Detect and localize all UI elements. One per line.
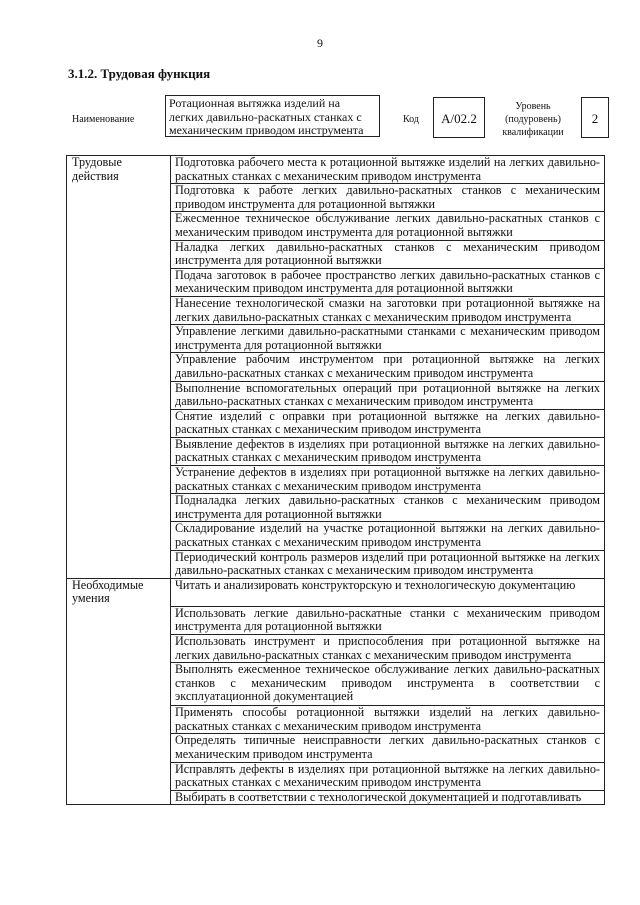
section-title: 3.1.2. Трудовая функция xyxy=(68,66,211,81)
name-label: Наименование xyxy=(72,114,135,125)
table-cell: Выявление дефектов в изделиях при ротационной вытяжке на легких давильно-раскатных станках с механическим приводом инструмента xyxy=(171,437,605,465)
table-cell: Читать и анализировать конструкторскую и технологическую документацию xyxy=(171,578,605,606)
table-cell: Подача заготовок в рабочее пространство легких давильно-раскатных станков с механическим приводом инструмента для ротационной вытяжки xyxy=(171,268,605,296)
table-cell: Управление легкими давильно-раскатными станками с механическим приводом инструмента для ротационной вытяжки xyxy=(171,325,605,353)
table-row xyxy=(67,156,605,184)
section-label-required-skills: Необходимые умения xyxy=(67,578,171,805)
table-cell: Выбирать в соответствии с технологической документацией и подготавливать xyxy=(171,790,605,805)
level-label: Уровень (подуровень) квалификации xyxy=(502,101,564,138)
section-label-labor-actions: Трудовые действия xyxy=(67,156,171,579)
table-cell: Управление рабочим инструментом при ротационной вытяжке на легких давильно-раскатных станках с механическим приводом инструмента xyxy=(171,353,605,381)
table-cell: Использовать инструмент и приспособления при ротационной вытяжке на легких давильно-раскатных станках с механическим приводом инструмента xyxy=(171,635,605,663)
code-label: Код xyxy=(403,114,419,125)
table-cell: Выполнение вспомогательных операций при ротационной вытяжке на легких давильно-раскатных станках с механическим приводом инструмента xyxy=(171,381,605,409)
table-cell: Складирование изделий на участке ротационной вытяжки на легких давильно-раскатных станках с механическим приводом инструмента xyxy=(171,522,605,550)
table-cell: Нанесение технологической смазки на заготовки при ротационной вытяжке на легких давильно-раскатных станках с механическим приводом инструмента xyxy=(171,296,605,324)
table-cell: Выполнять ежесменное техническое обслуживание легких давильно-раскатных станков с механическим приводом инструмента в соответствии с эксплуатационной документацией xyxy=(171,663,605,706)
function-table xyxy=(66,155,605,805)
table-cell: Ежесменное техническое обслуживание легких давильно-раскатных станков с механическим приводом инструмента для ротационной вытяжки xyxy=(171,212,605,240)
table-cell: Определять типичные неисправности легких давильно-раскатных станков с механическим приводом инструмента xyxy=(171,734,605,762)
name-value: Ротационная вытяжка изделий на легких давильно-раскатных станках с механическим приводом инструмента xyxy=(165,95,380,137)
table-cell: Использовать легкие давильно-раскатные станки с механическим приводом инструмента для ротационной вытяжки xyxy=(171,606,605,634)
table-cell: Снятие изделий с оправки при ротационной вытяжке на легких давильно-раскатных станках с механическим приводом инструмента xyxy=(171,409,605,437)
table-row xyxy=(67,578,605,606)
table-cell: Периодический контроль размеров изделий при ротационной вытяжке на легких давильно-раскатных станках с механическим приводом инструмента xyxy=(171,550,605,578)
table-cell: Подналадка легких давильно-раскатных станков с механическим приводом инструмента для ротационной вытяжки xyxy=(171,494,605,522)
page-number: 9 xyxy=(317,36,323,50)
table-cell: Подготовка к работе легких давильно-раскатных станков с механическим приводом инструмента для ротационной вытяжки xyxy=(171,184,605,212)
table-cell: Исправлять дефекты в изделиях при ротационной вытяжке на легких давильно-раскатных станках с механическим приводом инструмента xyxy=(171,762,605,790)
table-cell: Наладка легких давильно-раскатных станков с механическим приводом инструмента для ротационной вытяжки xyxy=(171,240,605,268)
code-value: A/02.2 xyxy=(433,97,485,138)
table-cell: Устранение дефектов в изделиях при ротационной вытяжке на легких давильно-раскатных станках с механическим приводом инструмента xyxy=(171,466,605,494)
table-cell: Применять способы ротационной вытяжки изделий на легких давильно-раскатных станках с механическим приводом инструмента xyxy=(171,706,605,734)
level-value: 2 xyxy=(581,97,609,138)
table-cell: Подготовка рабочего места к ротационной вытяжке изделий на легких давильно-раскатных станках с механическим приводом инструмента xyxy=(171,156,605,184)
